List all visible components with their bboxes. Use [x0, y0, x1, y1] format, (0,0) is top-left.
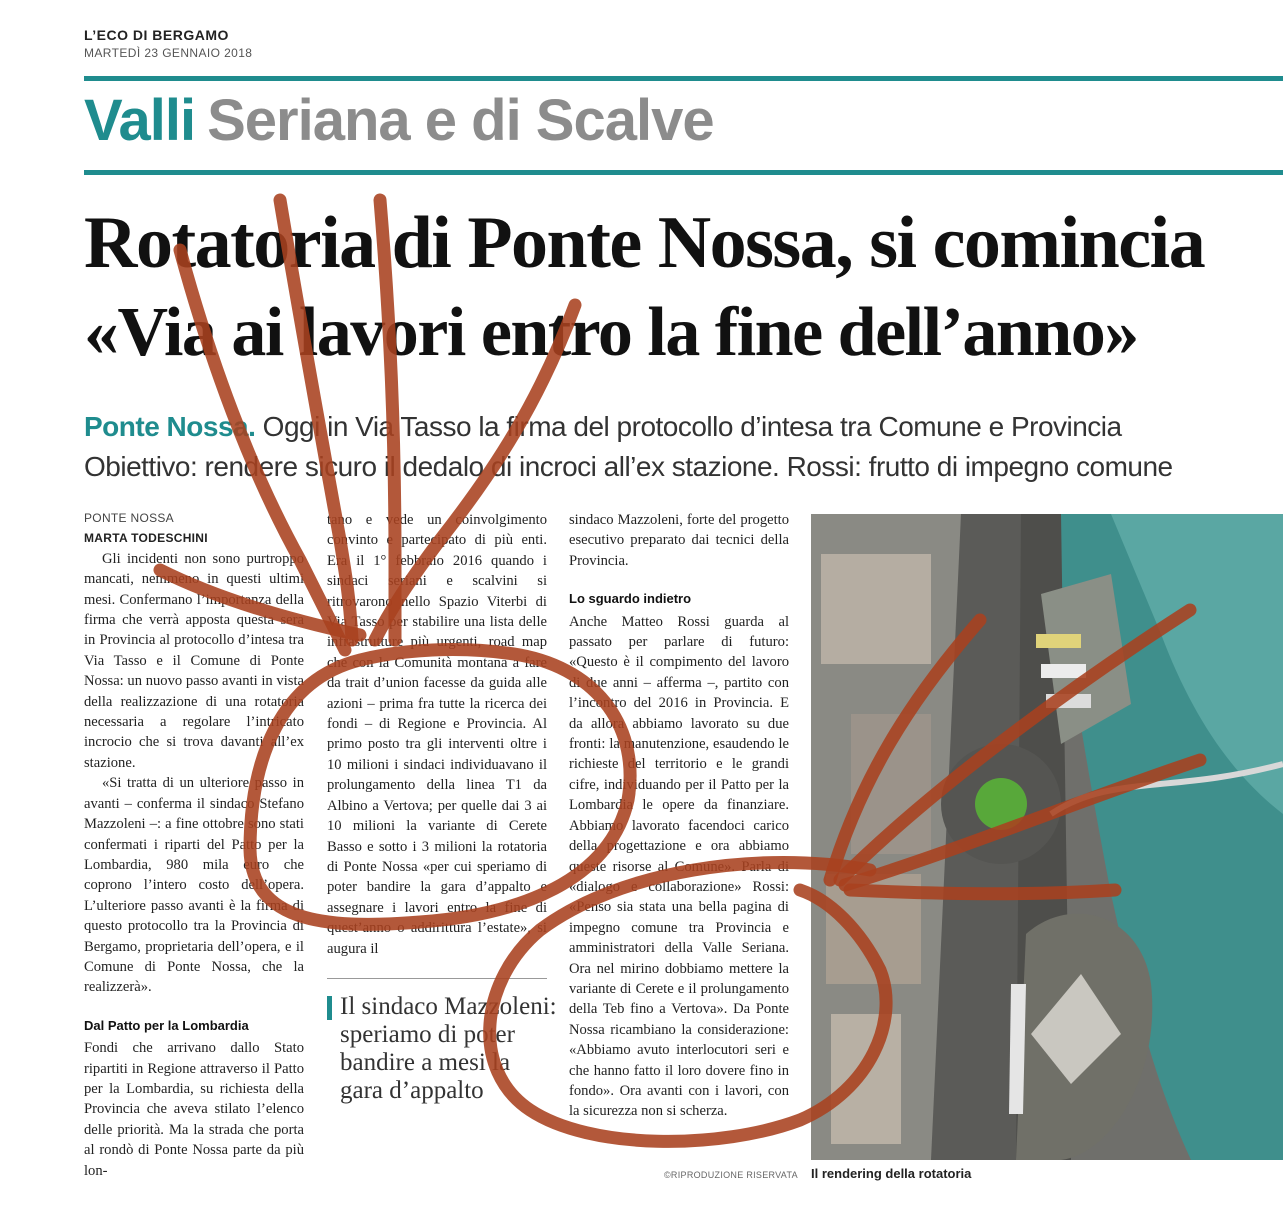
paper-date: MARTEDÌ 23 GENNAIO 2018 [84, 46, 253, 60]
subhead-place: Ponte Nossa. [84, 411, 256, 442]
headline-line2: «Via ai lavori entro la fine dell’anno» [84, 294, 1138, 371]
paragraph: sindaco Mazzoleni, forte del progetto esecutivo preparato dai tecnici della Provincia. [569, 512, 789, 569]
photo-caption: Il rendering della rotatoria [811, 1166, 972, 1181]
pullquote-text: Il sindaco Mazzoleni: speriamo di poter bandire a mesi la gara d’appalto [340, 993, 557, 1104]
section-title-part2: Seriana e di Scalve [207, 88, 714, 153]
paragraph: Gli incidenti non sono purtroppo mancati, nemmeno in questi ultimi mesi. Confermano l’importanza della firma che verrà apposta questa sera in Provincia al protocollo d’intesa tra Via Tasso e il Comune di Ponte Nossa: un nuovo passo avanti in vista della realizzazione di una rotatoria necessaria a regolare l’intricato incrocio che si trova davanti all’ex stazione. [84, 550, 304, 771]
paper-name: L’ECO DI BERGAMO [84, 27, 229, 43]
article-author: MARTA TODESCHINI [84, 531, 208, 546]
article-column-1 [84, 508, 304, 1181]
subhead-line2: Obiettivo: rendere sicuro il dedalo di incroci all’ex stazione. Rossi: frutto di impegno comune [84, 451, 1173, 482]
article-column-2 [327, 510, 547, 959]
section-title [84, 86, 714, 156]
copyright-credit: ©RIPRODUZIONE RISERVATA [664, 1170, 798, 1180]
top-rule [84, 76, 1283, 81]
article-subtitle: Dal Patto per la Lombardia [84, 1017, 249, 1033]
section-rule [84, 170, 1283, 175]
subhead-line1-text: Oggi in Via Tasso la firma del protocollo d’intesa tra Comune e Provincia [255, 411, 1122, 442]
pullquote-rule [327, 978, 547, 979]
paragraph: «Si tratta di un ulteriore passo in avanti – conferma il sindaco Stefano Mazzoleni –: a fine ottobre sono stati confermati i riparti del Patto per la Lombardia, 980 mila euro che coprono l’intero costo dell’opera. L’ulteriore passo avanti è la firma di questo protocollo tra la Provincia di Bergamo, proprietaria dell’opera, e il Comune di Ponte Nossa, che la realizzerà». [84, 775, 304, 996]
subhead-line1 [84, 408, 1122, 446]
article-column-3 [569, 510, 789, 1122]
section-title-part1: Valli [84, 88, 196, 153]
paragraph: Anche Matteo Rossi guarda al passato per parlare di futuro: «Questo è il compimento del lavoro di due anni – afferma –, partito con l’incontro del 2016 in Provincia. E da allora abbiamo lavorato su due fronti: la manutenzione, esaudendo le richieste del territorio e le grandi cifre, individuando per il Patto per la Lombardia le opere da finanziare. Abbiamo lavorato facendoci carico della progettazione e ora abbiamo queste risorse al Comune». Parla di «dialogo e collaborazione» Rossi: «Penso sia stata una bella pagina di impegno comune tra Provincia e amministratori della Valle Seriana. Ora nel mirino dobbiamo mettere la variante di Cerete e il prolungamento della Teb fino a Vertova». Da Ponte Nossa ricambiano la considerazione: «Abbiamo avuto interlocutori seri e che hanno fatto il loro dovere fino in fondo». Ora avanti con i lavori, con la sicurezza non si scherza. [569, 613, 789, 1120]
article-subtitle: Lo sguardo indietro [569, 591, 692, 607]
aerial-rendering-image [811, 514, 1283, 1160]
pullquote [327, 993, 557, 1105]
headline-line1: Rotatoria di Ponte Nossa, si comincia [84, 202, 1205, 284]
paragraph: tano e vede un coinvolgimento convinto e partecipato di più enti. Era il 1° febbraio 2016 quando i sindaci seriani e scalvini si ritrovarono nello Spazio Viterbi di Via Tasso per stabilire una lista delle infrastrutture più urgenti, road map che con la Comunità montana a fare da trait d’union facesse da guida alle azioni – prima fra tutte la ricerca dei fondi – di Regione e Provincia. Al primo posto tra gli interventi oltre i 10 milioni i sindaci individuavano il prolungamento della linea T1 da Albino a Vertova; per quelle dai 3 ai 10 milioni la variante di Cerete Basso e sotto i 3 milioni la rotatoria di Ponte Nossa «per cui speriamo di poter bandire la gara d’appalto e assegnare i lavori entro la fine di quest’anno o addirittura l’estate», si augura il [327, 512, 547, 957]
article-kicker: PONTE NOSSA [84, 511, 174, 525]
rendering-photo [811, 514, 1283, 1160]
paragraph: Fondi che arrivano dallo Stato ripartiti in Regione attraverso il Patto per la Lombardia, su richiesta della Provincia che aveva stilato l’elenco delle priorità. Ma la strada che porta al rondò di Ponte Nossa parte da più lon- [84, 1040, 304, 1179]
